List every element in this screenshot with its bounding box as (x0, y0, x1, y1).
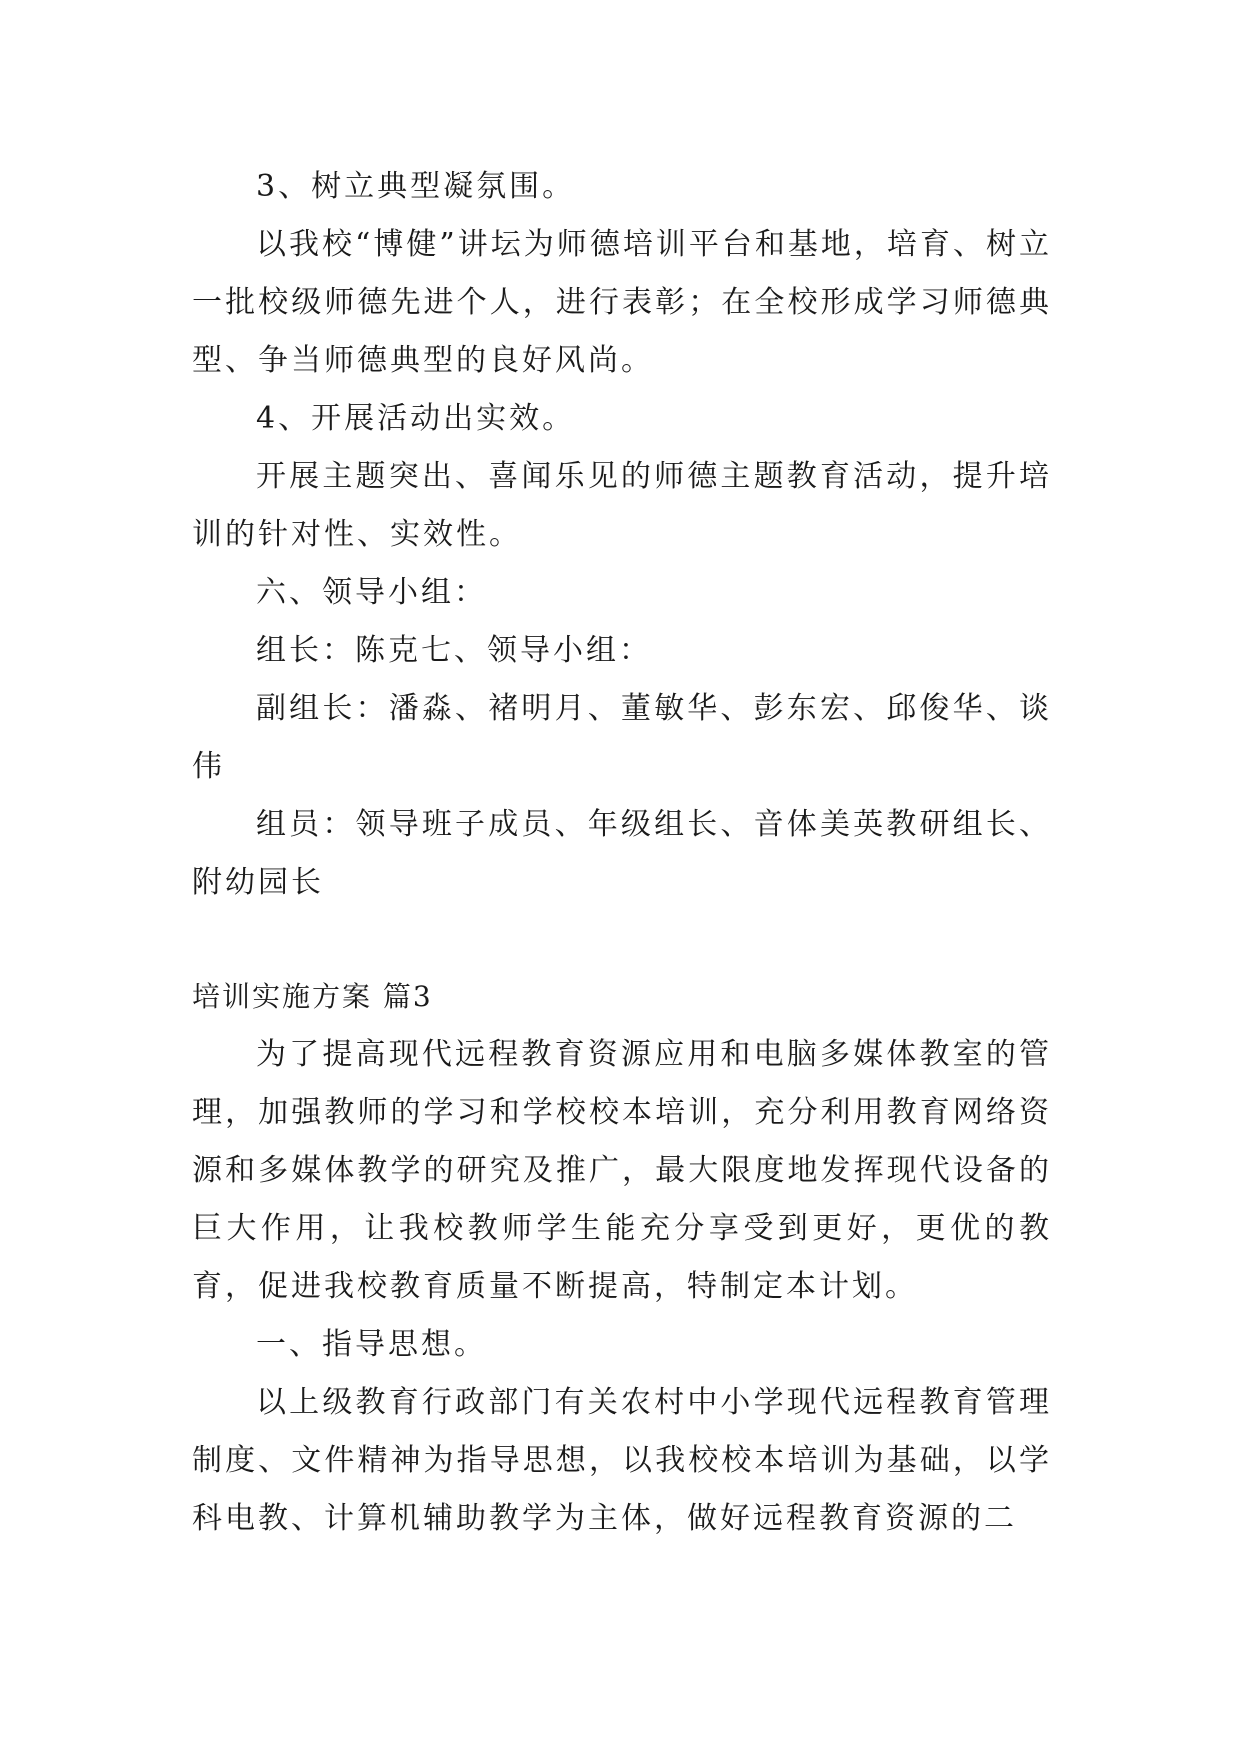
subheading-3: 3、树立典型凝氛围。 (256, 169, 576, 204)
members-line: 组员：领导班子成员、年级组长、音体美英教研组长、附幼园长 (192, 807, 1052, 900)
section-title: 培训实施方案 篇3 (192, 980, 433, 1013)
subheading-4: 4、开展活动出实效。 (256, 401, 576, 436)
document-body (192, 158, 1052, 1548)
heading-guiding-ideology: 一、指导思想。 (256, 1327, 487, 1362)
paragraph: 开展主题突出、喜闻乐见的师德主题教育活动，提升培训的针对性、实效性。 (192, 459, 1052, 552)
group-leader-line: 组长：陈克七、领导小组： (256, 633, 652, 668)
deputy-leaders-line: 副组长：潘淼、褚明月、董敏华、彭东宏、邱俊华、谈伟 (192, 691, 1052, 784)
paragraph: 为了提高现代远程教育资源应用和电脑多媒体教室的管理，加强教师的学习和学校校本培训，充分利用教育网络资源和多媒体教学的研究及推广，最大限度地发挥现代设备的巨大作用，让我校教师学生能充分享受到更好，更优的教育，促进我校教育质量不断提高，特制定本计划。 (192, 1037, 1052, 1304)
paragraph: 以我校“博健”讲坛为师德培训平台和基地，培育、树立一批校级师德先进个人，进行表彰；在全校形成学习师德典型、争当师德典型的良好风尚。 (192, 227, 1052, 378)
heading-leadership-group: 六、领导小组： (256, 575, 487, 610)
paragraph: 以上级教育行政部门有关农村中小学现代远程教育管理制度、文件精神为指导思想，以我校校本培训为基础，以学科电教、计算机辅助教学为主体，做好远程教育资源的二 (192, 1385, 1052, 1536)
